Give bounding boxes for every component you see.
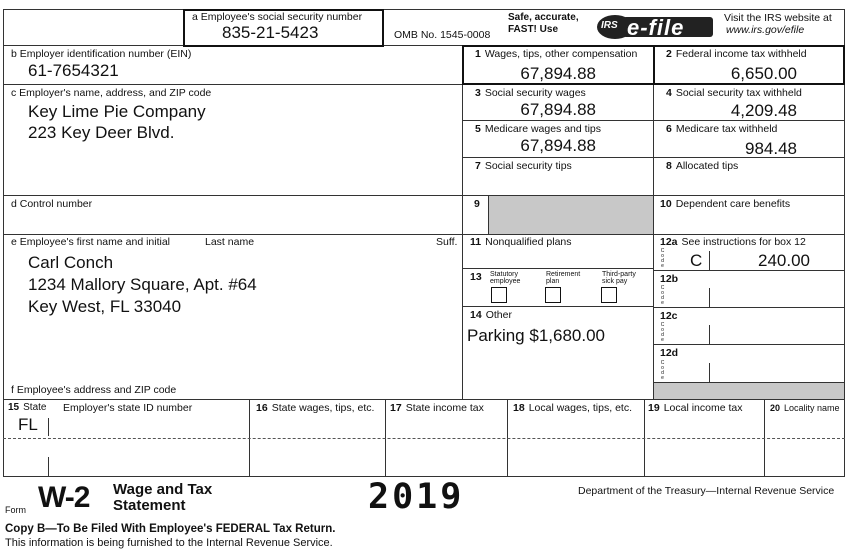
irs-efile-logo [597,13,715,41]
box-9-shaded [489,196,653,234]
thirdparty-label-1: Third-party [602,271,636,278]
box-11-label: 11 Nonqualified plans [470,236,572,248]
efile-safe-text: Safe, accurate, [508,12,579,23]
box-3-label: 3 Social security wages [475,87,586,99]
box-12a-value[interactable]: 240.00 [758,251,810,270]
code-label-12d: C o d e [660,360,665,381]
box-12b-label: 12b [660,273,679,285]
ssn-value[interactable]: 835-21-5423 [222,23,319,42]
box-12a-label: 12a See instructions for box 12 [660,236,806,248]
retirement-plan-checkbox[interactable] [545,287,561,303]
efile-url: www.irs.gov/efile [726,24,805,36]
ssn-label: a Employee's social security number [192,11,363,23]
statutory-employee-checkbox[interactable] [491,287,507,303]
box-5-label: 5 Medicare wages and tips [475,123,601,135]
box-1-value[interactable]: 67,894.88 [520,64,596,83]
form-name: W-2 [38,481,90,514]
box-10-label: 10 Dependent care benefits [660,198,791,210]
code-label-12b: C o d e [660,285,665,306]
box-6-value[interactable]: 984.48 [745,139,797,158]
omb-number: OMB No. 1545-0008 [394,29,491,41]
box-13-label: 13 [470,271,482,283]
employer-address[interactable]: 223 Key Deer Blvd. [28,123,175,142]
employee-address-label: f Employee's address and ZIP code [11,384,177,396]
employee-name-label: e Employee's first name and initial [11,236,170,248]
form-word: Form [5,505,26,515]
statutory-label-1: Statutory [490,271,519,278]
box-4-label: 4 Social security tax withheld [666,87,802,99]
tax-year: 2019 [368,477,465,517]
box-15-label: 15 State [8,402,47,413]
irs-furnished-text: This information is being furnished to the Internal Revenue Service. [5,537,333,549]
last-name-label: Last name [205,236,255,248]
retirement-label-1: Retirement [546,271,581,278]
form-title-line2: Statement [113,497,186,514]
box-16-label: 16 State wages, tips, etc. [256,402,375,414]
box-20-label: 20 Locality name [770,403,840,413]
copy-b-text: Copy B—To Be Filed With Employee's FEDERAL Tax Return. [5,523,336,535]
employee-name[interactable]: Carl Conch [28,253,114,272]
box-14-label: 14 Other [470,309,512,321]
code-label-12a: C o d e [660,248,665,269]
ein-value[interactable]: 61-7654321 [28,61,119,80]
box-14-value[interactable]: Parking $1,680.00 [467,326,605,345]
employee-city[interactable]: Key West, FL 33040 [28,297,182,316]
box-5-value[interactable]: 67,894.88 [520,136,596,155]
box-17-label: 17 State income tax [390,402,484,414]
third-party-sick-pay-checkbox[interactable] [601,287,617,303]
efile-visit-text: Visit the IRS website at [724,12,832,24]
box-19-label: 19 Local income tax [648,402,743,414]
ein-label: b Employer identification number (EIN) [11,48,192,60]
box-18-label: 18 Local wages, tips, etc. [513,402,632,414]
box-12-shaded [654,383,844,399]
box-3-value[interactable]: 67,894.88 [520,100,596,119]
control-number-label: d Control number [11,198,93,210]
box-6-label: 6 Medicare tax withheld [666,123,778,135]
employee-street[interactable]: 1234 Mallory Square, Apt. #64 [28,275,257,294]
form-title-line1: Wage and Tax [113,481,213,498]
statutory-label-2: employee [490,278,521,285]
box-7-label: 7 Social security tips [475,160,572,172]
box-1-label: 1 Wages, tips, other compensation [475,48,638,60]
box-8-label: 8 Allocated tips [666,160,739,172]
box-12c-label: 12c [660,310,678,322]
code-label-12c: C o d e [660,322,665,343]
box-2-value[interactable]: 6,650.00 [730,64,797,83]
state-id-label: Employer's state ID number [63,402,193,414]
box-12a-code[interactable]: C [690,251,703,270]
efile-fast-text: FAST! Use [508,24,559,35]
box-9-label: 9 [474,198,480,210]
efile-logo-text: e-file [627,15,685,40]
treasury-department: Department of the Treasury—Internal Revenue Service [578,485,835,497]
box-2-label: 2 Federal income tax withheld [666,48,807,60]
thirdparty-label-2: sick pay [602,278,628,285]
employer-name[interactable]: Key Lime Pie Company [28,102,206,121]
box-4-value[interactable]: 4,209.48 [730,101,797,120]
employer-label: c Employer's name, address, and ZIP code [11,87,212,99]
box-12d-label: 12d [660,347,679,359]
suffix-label: Suff. [436,236,458,248]
irs-logo-text: IRS [601,20,618,31]
retirement-label-2: plan [546,278,560,285]
state-value[interactable]: FL [18,415,38,434]
